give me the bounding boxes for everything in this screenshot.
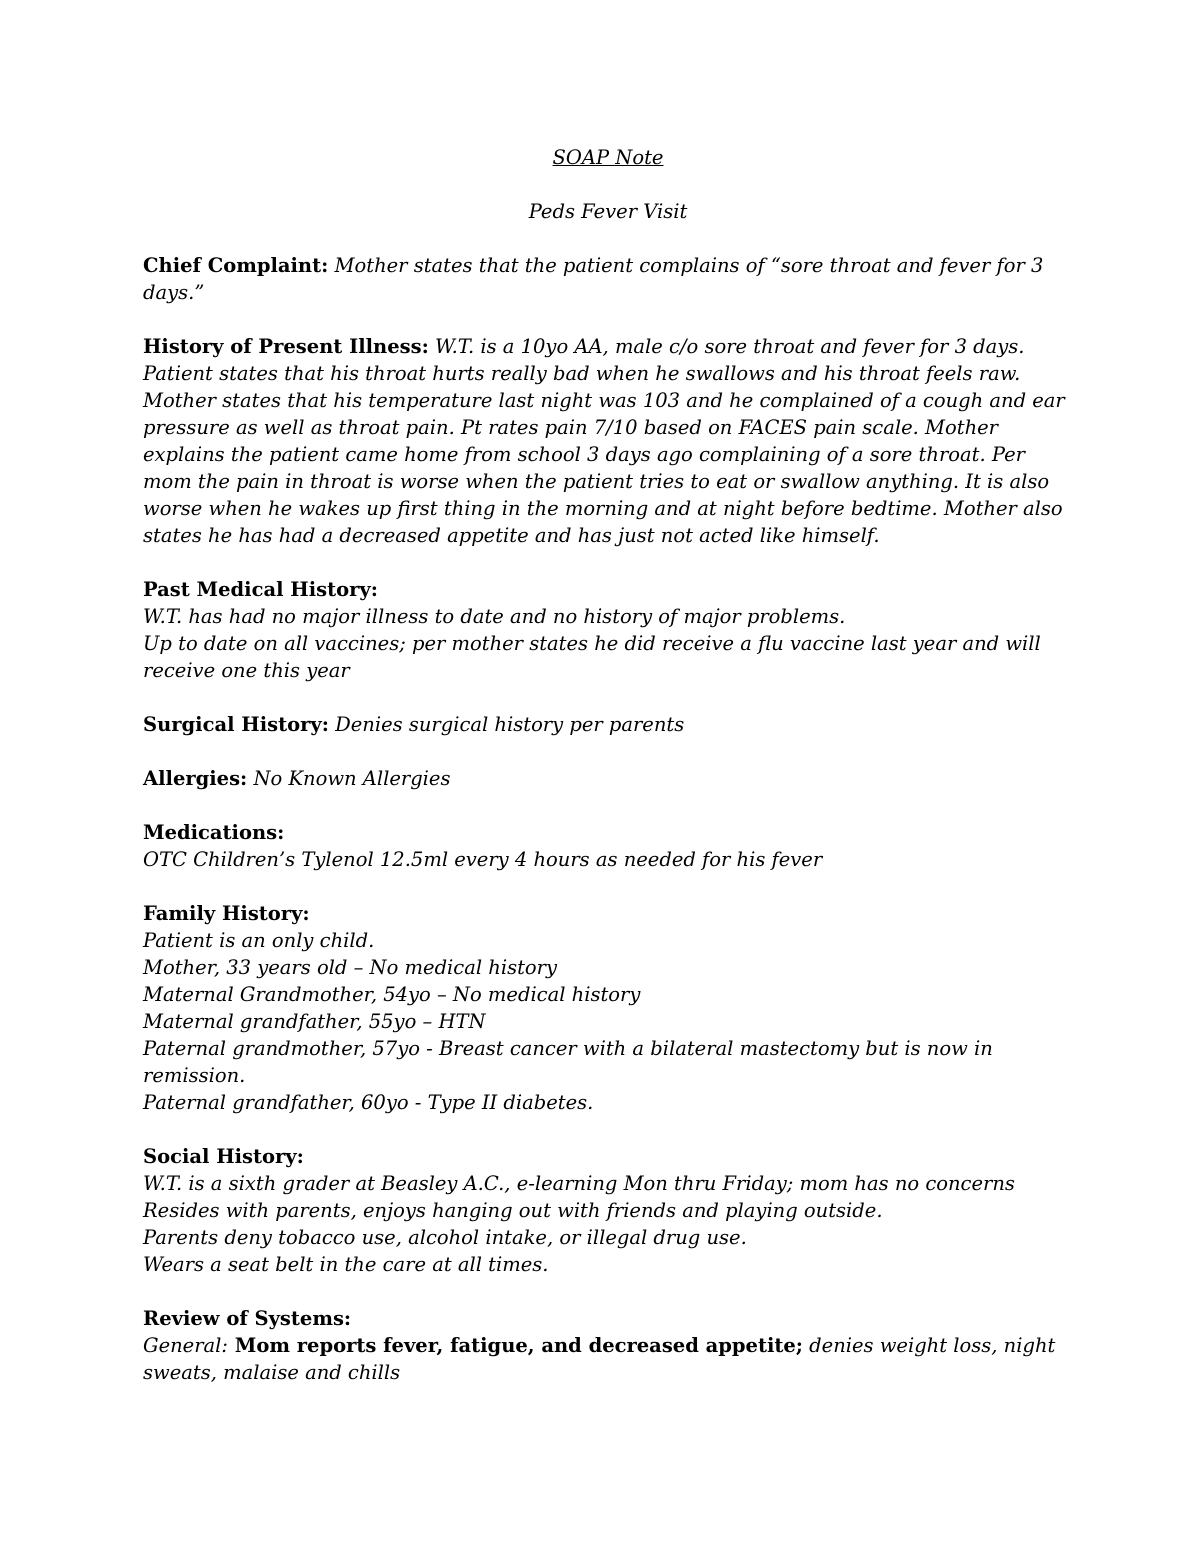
- pmh-line: Up to date on all vaccines; per mother states he did receive a flu vaccine last year and will receive one this year: [143, 632, 1041, 682]
- hpi-section: [143, 333, 1073, 549]
- medications-line: OTC Children’s Tylenol 12.5ml every 4 hours as needed for his fever: [143, 848, 823, 871]
- review-of-systems-section: [143, 1305, 1073, 1386]
- family-history-section: [143, 900, 1073, 1116]
- hpi-label: History of Present Illness:: [143, 335, 429, 358]
- ros-general-label: General:: [143, 1334, 228, 1357]
- family-history-line: Maternal grandfather, 55yo – HTN: [143, 1010, 486, 1033]
- family-history-line: Maternal Grandmother, 54yo – No medical history: [143, 983, 641, 1006]
- family-history-line: Paternal grandfather, 60yo - Type II diabetes.: [143, 1091, 594, 1114]
- chief-complaint-label: Chief Complaint:: [143, 254, 329, 277]
- social-history-label: Social History:: [143, 1145, 304, 1168]
- surgical-section: [143, 711, 1073, 738]
- ros-general-negative: denies weight loss, night sweats, malaise and chills: [143, 1334, 1056, 1384]
- social-history-line: Wears a seat belt in the care at all times.: [143, 1253, 549, 1276]
- ros-label: Review of Systems:: [143, 1307, 352, 1330]
- document-subtitle: Peds Fever Visit: [528, 200, 688, 223]
- pmh-label: Past Medical History:: [143, 578, 378, 601]
- allergies-section: [143, 765, 1073, 792]
- chief-complaint-text: Mother states that the patient complains of “sore throat and fever for 3 days.”: [143, 254, 1044, 304]
- document-page: [143, 138, 1073, 1386]
- family-history-label: Family History:: [143, 902, 310, 925]
- social-history-line: Parents deny tobacco use, alcohol intake, or illegal drug use.: [143, 1226, 747, 1249]
- ros-general: [143, 1332, 1073, 1386]
- allergies-text: No Known Allergies: [247, 767, 451, 790]
- family-history-line: Mother, 33 years old – No medical history: [143, 956, 557, 979]
- family-history-line: Paternal grandmother, 57yo - Breast cancer with a bilateral mastectomy but is now in remission.: [143, 1037, 993, 1087]
- hpi-text: W.T. is a 10yo AA, male c/o sore throat and fever for 3 days. Patient states that his throat hurts really bad when he swallows and his throat feels raw. Mother states that his temperature last night was 103 and he complained of a cough and ear pressure as well as throat pain. Pt rates pain 7/10 based on FACES pain scale. Mother explains the patient came home from school 3 days ago complaining of a sore throat. Per mom the pain in throat is worse when the patient tries to eat or swallow anything. It is also worse when he wakes up first thing in the morning and at night before bedtime. Mother also states he has had a decreased appetite and has just not acted like himself.: [143, 335, 1065, 547]
- document-title: SOAP Note: [552, 146, 664, 169]
- social-history-section: [143, 1143, 1073, 1278]
- surgical-label: Surgical History:: [143, 713, 329, 736]
- social-history-line: W.T. is a sixth grader at Beasley A.C., e-learning Mon thru Friday; mom has no concerns: [143, 1172, 1015, 1195]
- allergies-label: Allergies:: [143, 767, 248, 790]
- chief-complaint-section: [143, 252, 1073, 306]
- pmh-line: W.T. has had no major illness to date and no history of major problems.: [143, 605, 846, 628]
- medications-label: Medications:: [143, 821, 285, 844]
- social-history-line: Resides with parents, enjoys hanging out with friends and playing outside.: [143, 1199, 883, 1222]
- family-history-line: Patient is an only child.: [143, 929, 375, 952]
- ros-general-positive: Mom reports fever, fatigue, and decreased appetite;: [227, 1334, 803, 1357]
- surgical-text: Denies surgical history per parents: [328, 713, 685, 736]
- pmh-section: [143, 576, 1073, 684]
- medications-section: [143, 819, 1073, 873]
